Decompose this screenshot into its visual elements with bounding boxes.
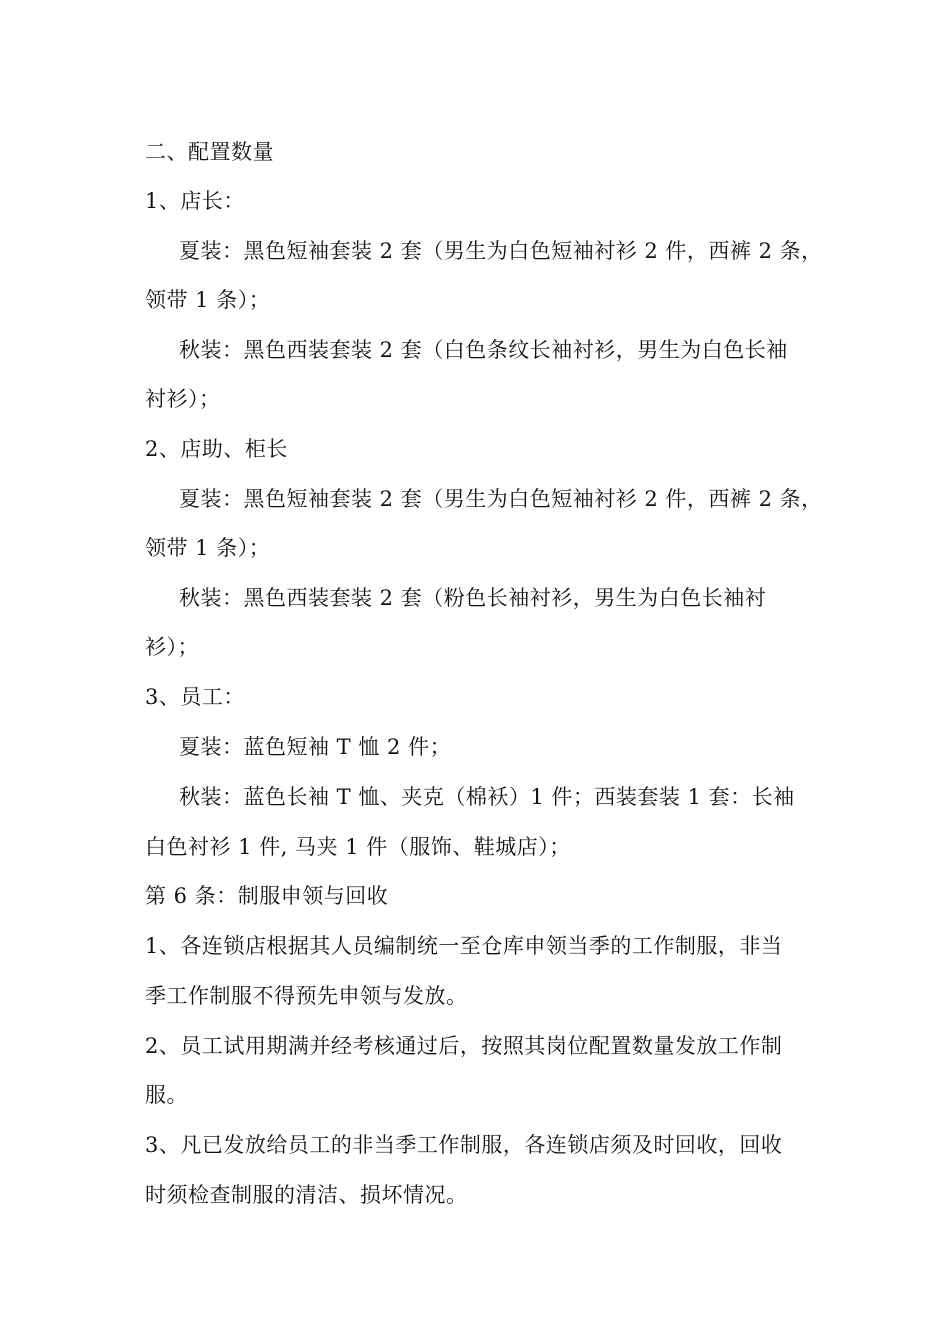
article-heading: 第 6 条：制服申领与回收: [145, 884, 389, 908]
item-heading: 2、店助、柜长: [145, 437, 288, 461]
paragraph-line: 夏装：黑色短袖套装 2 套（男生为白色短袖衬衫 2 件，西裤 2 条，: [179, 487, 823, 511]
paragraph-line: 秋装：蓝色长袖 T 恤、夹克（棉袄）1 件；西装套装 1 套：长袖: [179, 785, 795, 809]
paragraph-line: 秋装：黑色西装套装 2 套（白色条纹长袖衬衫，男生为白色长袖: [179, 338, 788, 362]
paragraph-line: 夏装：蓝色短袖 T 恤 2 件；: [179, 735, 452, 759]
paragraph-line: 3、凡已发放给员工的非当季工作制服，各连锁店须及时回收，回收: [145, 1133, 783, 1157]
paragraph-line: 领带 1 条）；: [145, 536, 271, 560]
paragraph-line: 白色衬衫 1 件, 马夹 1 件（服饰、鞋城店）；: [145, 835, 571, 859]
item-heading: 3、员工：: [145, 685, 245, 709]
paragraph-line: 夏装：黑色短袖套装 2 套（男生为白色短袖衬衫 2 件，西裤 2 条，: [179, 239, 823, 263]
section-heading: 二、配置数量: [145, 140, 274, 164]
paragraph-line: 季工作制服不得预先申领与发放。: [145, 984, 468, 1008]
paragraph-line: 秋装：黑色西装套装 2 套（粉色长袖衬衫，男生为白色长袖衬: [179, 586, 767, 610]
paragraph-line: 时须检查制服的清洁、损坏情况。: [145, 1183, 468, 1207]
paragraph-line: 2、员工试用期满并经考核通过后，按照其岗位配置数量发放工作制: [145, 1034, 783, 1058]
paragraph-line: 衬衫）；: [145, 387, 221, 411]
paragraph-line: 1、各连锁店根据其人员编制统一至仓库申领当季的工作制服，非当: [145, 934, 783, 958]
item-heading: 1、店长：: [145, 189, 245, 213]
paragraph-line: 领带 1 条）；: [145, 288, 271, 312]
paragraph-line: 服。: [145, 1083, 188, 1107]
paragraph-line: 衫）；: [145, 635, 199, 659]
